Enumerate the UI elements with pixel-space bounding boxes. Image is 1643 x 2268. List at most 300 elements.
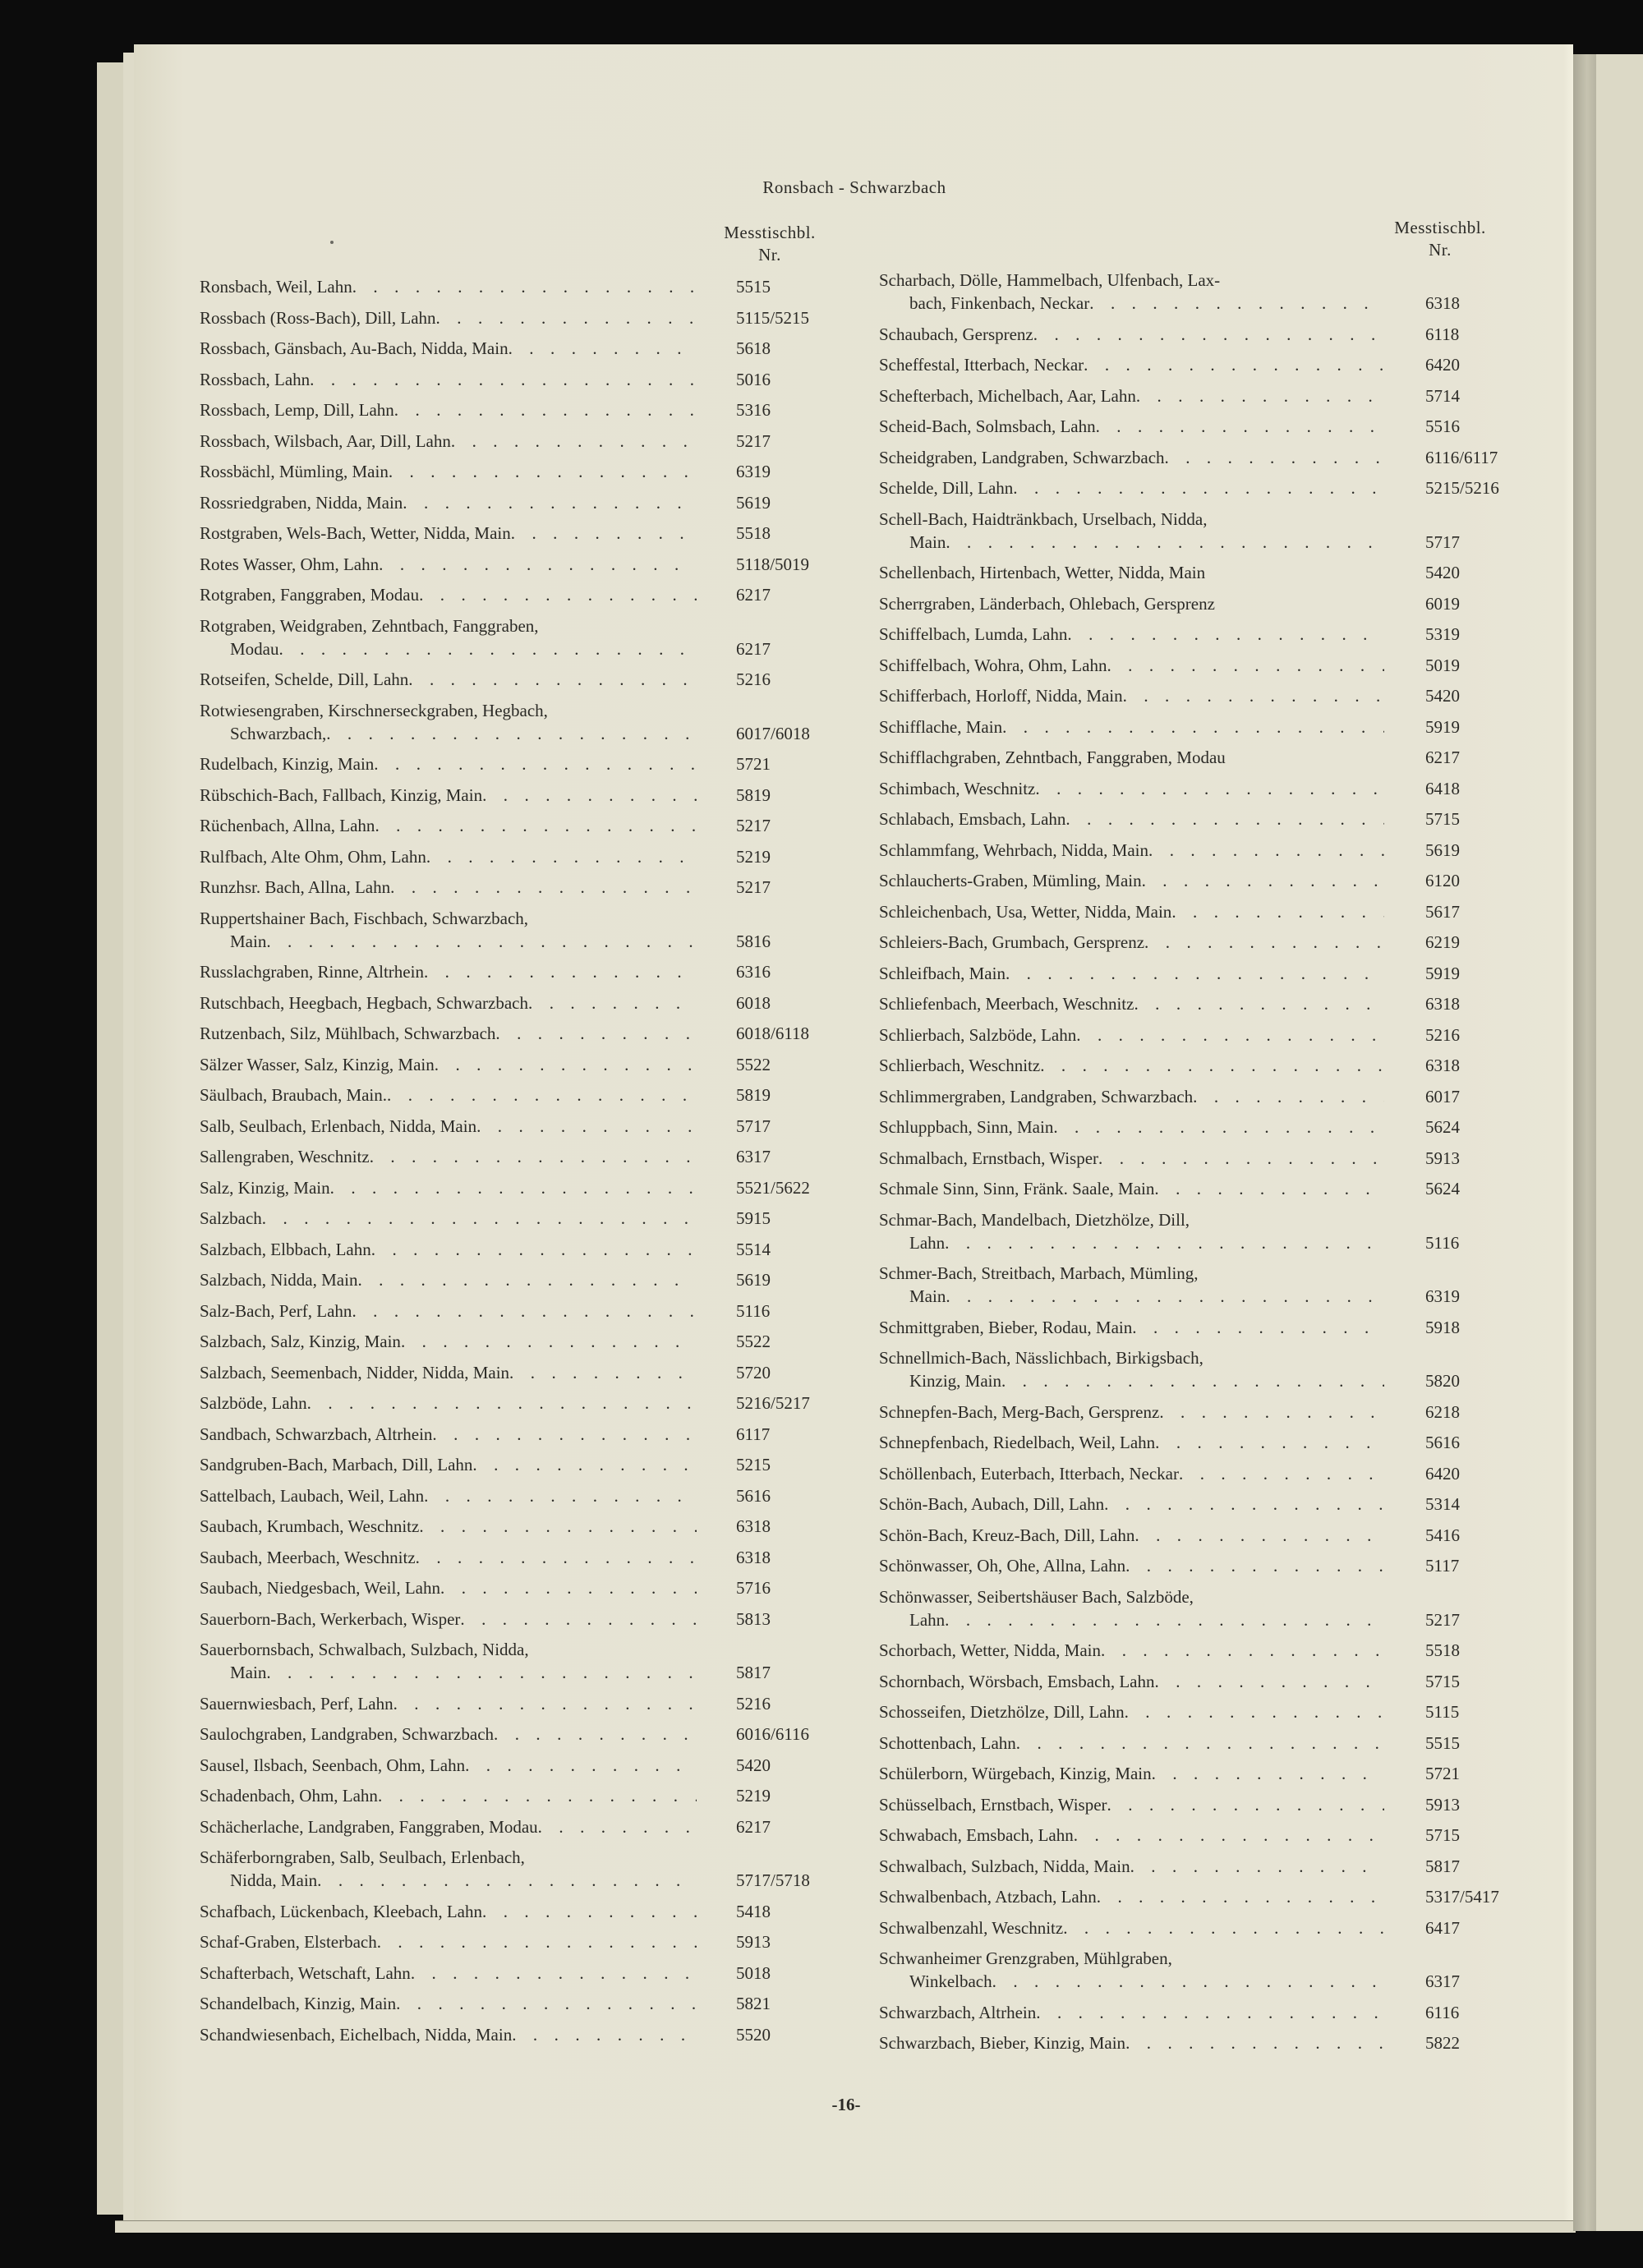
entry-name: Schülerborn, Würgebach, Kinzig, Main: [879, 1764, 1152, 1783]
index-column-right: [879, 269, 1512, 2063]
entry-line: [879, 1116, 1512, 1139]
index-entry: [879, 1762, 1512, 1785]
entry-name: Schadenbach, Ohm, Lahn: [200, 1786, 378, 1806]
dot-leader: [432, 1423, 697, 1446]
entry-name: Schottenbach, Lahn: [879, 1732, 1016, 1753]
index-entry: [200, 1115, 824, 1138]
entry-name: Schluppbach, Sinn, Main: [879, 1117, 1054, 1137]
dot-leader: [509, 337, 697, 360]
index-entry: [879, 869, 1512, 892]
entry-line: [200, 1784, 824, 1807]
entry-line: [200, 668, 824, 691]
dot-leader: [1155, 1670, 1384, 1693]
entry-line: [879, 1085, 1512, 1108]
index-entry: [200, 1723, 824, 1746]
dot-leader: [424, 1484, 697, 1507]
entry-name: Schornbach, Wörsbach, Emsbach, Lahn: [879, 1671, 1155, 1691]
entry-line: [200, 398, 824, 421]
entry-line: [879, 1024, 1512, 1047]
entry-name: Scheid-Bach, Solmsbach, Lahn: [879, 416, 1096, 436]
index-entry: [200, 960, 824, 983]
entry-line: [200, 722, 824, 745]
index-entry: [879, 962, 1512, 985]
entry-name: Rüchenbach, Allna, Lahn: [200, 816, 375, 835]
index-entry: [200, 699, 824, 745]
dot-leader: [378, 1784, 697, 1807]
index-entry: [879, 746, 1512, 769]
map-sheet-number: 5514: [736, 1239, 771, 1259]
map-sheet-number: 5418: [736, 1901, 771, 1921]
print-speck: [330, 241, 334, 244]
dot-leader: [1002, 715, 1384, 738]
entry-line: [879, 1700, 1512, 1723]
entry-line: [200, 1484, 824, 1507]
entry-name: Saubach, Meerbach, Weschnitz: [200, 1547, 416, 1567]
entry-line: [200, 1083, 824, 1106]
index-entry: [879, 415, 1512, 438]
entry-line: [879, 592, 1512, 615]
index-entry: [879, 900, 1512, 923]
entry-name: Kinzig, Main: [909, 1371, 1001, 1391]
entry-line: [879, 992, 1512, 1015]
dot-leader: [1035, 777, 1384, 800]
entry-name: Rostgraben, Wels-Bach, Wetter, Nidda, Main: [200, 523, 511, 543]
dot-leader: [1152, 1762, 1384, 1785]
dot-leader: [1130, 1855, 1384, 1878]
index-entry: [879, 1947, 1512, 1993]
index-entry: [879, 1700, 1512, 1723]
dot-leader: [416, 1546, 697, 1569]
entry-line: [200, 1330, 824, 1353]
entry-name: Schefterbach, Michelbach, Aar, Lahn: [879, 385, 1136, 406]
dot-leader: [1053, 1116, 1384, 1139]
entry-line: [879, 446, 1512, 469]
dot-leader: [1107, 1793, 1384, 1816]
index-entry: [879, 1462, 1512, 1485]
index-entry: [879, 1585, 1512, 1631]
map-sheet-number: 5016: [736, 369, 771, 389]
entry-name-line: Schäferborngraben, Salb, Seulbach, Erlenbach,: [200, 1847, 525, 1867]
index-entry: [200, 784, 824, 807]
column-header-line1: Messtischbl.: [1394, 218, 1486, 237]
column-header-line1: Messtischbl.: [724, 223, 816, 242]
entry-name-line: Schmer-Bach, Streitbach, Marbach, Mümling,: [879, 1263, 1199, 1283]
index-entry: [879, 561, 1512, 584]
map-sheet-number: 5717/5718: [736, 1870, 810, 1890]
index-entry: [200, 876, 824, 899]
entry-name-line: Rotgraben, Weidgraben, Zehntbach, Fanggraben,: [200, 615, 539, 636]
index-entry: [879, 1316, 1512, 1339]
entry-line: [200, 1608, 824, 1631]
entry-line: [879, 384, 1512, 407]
index-entry: [200, 1423, 824, 1446]
index-entry: [200, 1361, 824, 1384]
map-sheet-number: 5216: [1425, 1024, 1460, 1045]
entry-line: [879, 1369, 1512, 1392]
dot-leader: [1098, 1147, 1384, 1170]
map-sheet-number: 5314: [1425, 1494, 1460, 1514]
entry-name: Rutschbach, Heegbach, Hegbach, Schwarzbach: [200, 992, 528, 1013]
entry-name: Saulochgraben, Landgraben, Schwarzbach: [200, 1724, 495, 1744]
entry-name: Rossbach, Wilsbach, Aar, Dill, Lahn: [200, 430, 451, 451]
map-sheet-number: 6018: [736, 992, 771, 1013]
index-entry: [200, 1484, 824, 1507]
map-sheet-number: 5617: [1425, 901, 1460, 922]
entry-line: [879, 1316, 1512, 1339]
index-entry: [200, 1053, 824, 1076]
map-sheet-number: 6217: [1425, 748, 1460, 767]
entry-line: [200, 752, 824, 775]
dot-leader: [1125, 1554, 1384, 1577]
map-sheet-number: 6420: [1425, 1463, 1460, 1484]
entry-name: Saubach, Niedgesbach, Weil, Lahn: [200, 1578, 440, 1598]
entry-name: Saubach, Krumbach, Weschnitz: [200, 1516, 420, 1536]
entry-line: [879, 353, 1512, 376]
dot-leader: [403, 491, 697, 514]
index-entry: [879, 1147, 1512, 1170]
entry-name: Schmittgraben, Bieber, Rodau, Main: [879, 1317, 1133, 1337]
dot-leader: [393, 1692, 697, 1715]
map-sheet-number: 5520: [736, 2024, 771, 2045]
dot-leader: [307, 1392, 697, 1415]
entry-line: [879, 1970, 1512, 1993]
entry-name: Schlammfang, Wehrbach, Nidda, Main: [879, 840, 1149, 860]
map-sheet-number: 6219: [1425, 932, 1460, 952]
index-entry: [879, 654, 1512, 677]
entry-line: [200, 1300, 824, 1323]
dot-leader: [1065, 807, 1384, 830]
entry-line: [200, 430, 824, 453]
entry-line: [879, 777, 1512, 800]
entry-line: [879, 1431, 1512, 1454]
index-column-left: [200, 275, 824, 2054]
entry-name: Schön-Bach, Aubach, Dill, Lahn: [879, 1494, 1105, 1514]
map-sheet-number: 5420: [1425, 563, 1460, 582]
entry-line: [200, 960, 824, 983]
map-sheet-number: 5714: [1425, 385, 1460, 406]
entry-name: Schön-Bach, Kreuz-Bach, Dill, Lahn: [879, 1525, 1135, 1545]
entry-name: Schandwiesenbach, Eichelbach, Nidda, Main: [200, 2024, 513, 2045]
map-sheet-number: 5619: [736, 492, 771, 513]
dot-leader: [1154, 1177, 1384, 1200]
dot-leader: [538, 1815, 697, 1838]
entry-line: [200, 1022, 824, 1045]
entry-name: Sauernwiesbach, Perf, Lahn: [200, 1693, 393, 1714]
entry-line: [200, 637, 824, 660]
entry-line: [879, 476, 1512, 499]
dot-leader: [946, 1285, 1384, 1308]
map-sheet-number: 6418: [1425, 778, 1460, 798]
index-entry: [879, 1346, 1512, 1392]
entry-line: [200, 845, 824, 868]
entry-name: Schwabach, Emsbach, Lahn: [879, 1825, 1074, 1845]
map-sheet-number: 5618: [736, 338, 771, 358]
index-entry: [200, 1815, 824, 1838]
index-entry: [879, 446, 1512, 469]
dot-leader: [1067, 623, 1384, 646]
map-sheet-number: 5219: [736, 846, 771, 867]
entry-line: [879, 1885, 1512, 1908]
entry-line: [879, 1401, 1512, 1424]
map-sheet-number: 5217: [736, 877, 771, 897]
map-sheet-number: 5118/5019: [736, 554, 810, 574]
entry-name: Schimbach, Weschnitz: [879, 778, 1036, 798]
entry-line: [879, 1732, 1512, 1755]
map-sheet-number: 5822: [1425, 2033, 1460, 2053]
map-sheet-number: 5619: [1425, 840, 1460, 860]
dot-leader: [1006, 962, 1384, 985]
entry-line: [879, 1639, 1512, 1662]
entry-name: Rulfbach, Alte Ohm, Ohm, Lahn: [200, 846, 426, 867]
dot-leader: [946, 531, 1384, 554]
map-sheet-number: 6319: [1425, 1286, 1460, 1306]
index-entry: [200, 1992, 824, 2015]
entry-name: Schorbach, Wetter, Nidda, Main: [879, 1640, 1102, 1660]
dot-leader: [374, 752, 697, 775]
map-sheet-number: 6118: [1425, 324, 1460, 344]
dot-leader: [992, 1970, 1384, 1993]
index-entry: [200, 1083, 824, 1106]
map-sheet-number: 5819: [736, 1085, 771, 1105]
dot-leader: [465, 1754, 697, 1777]
entry-line: [879, 715, 1512, 738]
index-entry: [879, 1262, 1512, 1308]
map-sheet-number: 5518: [736, 523, 771, 543]
entry-name: Rossbach, Lahn: [200, 369, 311, 389]
dot-leader: [1036, 2001, 1384, 2024]
map-sheet-number: 6316: [736, 962, 771, 982]
dot-leader: [512, 2023, 697, 2046]
index-entry: [879, 1177, 1512, 1200]
index-entry: [200, 306, 824, 329]
dot-leader: [317, 1869, 697, 1892]
dot-leader: [1096, 415, 1384, 438]
entry-name: Schwarzbach,: [230, 723, 327, 743]
dot-leader: [494, 1723, 697, 1746]
entry-name: Rübschich-Bach, Fallbach, Kinzig, Main: [200, 784, 483, 805]
map-sheet-number: 5820: [1425, 1371, 1460, 1391]
dot-leader: [419, 1515, 697, 1538]
map-sheet-number: 5316: [736, 400, 771, 420]
entry-name: Salz-Bach, Perf, Lahn: [200, 1300, 352, 1321]
dot-leader: [1142, 869, 1384, 892]
entry-line: [879, 839, 1512, 862]
map-sheet-number: 5717: [1425, 531, 1460, 552]
entry-line: [200, 1900, 824, 1923]
dot-leader: [357, 1268, 697, 1291]
entry-line: [200, 930, 824, 953]
entry-name: Schaf-Graben, Elsterbach: [200, 1932, 377, 1952]
entry-name: Main: [909, 1286, 946, 1306]
index-entry: [879, 2001, 1512, 2024]
dot-leader: [326, 722, 697, 745]
map-sheet-number: 5816: [736, 931, 771, 951]
entry-name: Schlabach, Emsbach, Lahn: [879, 809, 1066, 829]
entry-line: [879, 1177, 1512, 1200]
entry-name: Sausel, Ilsbach, Seenbach, Ohm, Lahn: [200, 1755, 466, 1775]
entry-line: [879, 1285, 1512, 1308]
page-number: -16-: [831, 2095, 861, 2114]
map-sheet-number: 5721: [1425, 1764, 1460, 1783]
index-entry: [879, 807, 1512, 830]
entry-name: Schönwasser, Oh, Ohe, Allna, Lahn: [879, 1556, 1126, 1576]
entry-name: Schafterbach, Wetschaft, Lahn: [200, 1962, 411, 1983]
map-sheet-number: 5716: [736, 1578, 771, 1598]
map-sheet-number: 5915: [736, 1208, 771, 1228]
map-sheet-number: 5416: [1425, 1525, 1460, 1545]
index-entry: [879, 1401, 1512, 1424]
index-entry: [879, 323, 1512, 346]
index-entry: [200, 1207, 824, 1230]
dot-leader: [1084, 353, 1384, 376]
map-sheet-number: 5216: [736, 669, 771, 689]
entry-line: [200, 1992, 824, 2015]
entry-line: [879, 1916, 1512, 1939]
entry-name: Schwalbenbach, Atzbach, Lahn: [879, 1887, 1097, 1907]
entry-name: Schellenbach, Hirtenbach, Wetter, Nidda, Main: [879, 563, 1206, 582]
entry-name: Schiffelbach, Lumda, Lahn: [879, 624, 1068, 644]
entry-name: bach, Finkenbach, Neckar: [909, 293, 1090, 313]
map-sheet-number: 5717: [736, 1116, 771, 1136]
dot-leader: [1033, 323, 1384, 346]
entry-name: Schifflache, Main: [879, 716, 1003, 737]
entry-line: [879, 531, 1512, 554]
map-sheet-number: 5616: [1425, 1433, 1460, 1452]
index-entry: [200, 398, 824, 421]
entry-name: Scheffestal, Itterbach, Neckar: [879, 355, 1084, 375]
map-sheet-number: 5522: [736, 1054, 771, 1074]
entry-name: Schnepfenbach, Riedelbach, Weil, Lahn: [879, 1433, 1156, 1452]
index-entry: [879, 1639, 1512, 1662]
entry-line: [200, 1546, 824, 1569]
dot-leader: [1125, 1700, 1384, 1723]
dot-leader: [1016, 1732, 1384, 1755]
map-sheet-number: 5913: [1425, 1794, 1460, 1815]
entry-name: Schächerlache, Landgraben, Fanggraben, Modau: [200, 1816, 538, 1837]
entry-line: [200, 814, 824, 837]
dot-leader: [1074, 1824, 1384, 1847]
index-entry: [200, 907, 824, 953]
map-sheet-number: 5813: [736, 1608, 771, 1629]
dot-leader: [1136, 384, 1384, 407]
dot-leader: [266, 930, 697, 953]
entry-name-line: Schmar-Bach, Mandelbach, Dietzhölze, Dill,: [879, 1209, 1190, 1230]
entry-name: Scherrgraben, Länderbach, Ohlebach, Gersprenz: [879, 593, 1215, 614]
map-sheet-number: 5219: [736, 1786, 771, 1806]
index-entry: [879, 1493, 1512, 1516]
dot-leader: [482, 1900, 697, 1923]
entry-line: [200, 1930, 824, 1953]
entry-name: Salzbach, Seemenbach, Nidder, Nidda, Main: [200, 1362, 510, 1382]
index-entry: [200, 1930, 824, 1953]
entry-line: [879, 2001, 1512, 2024]
entry-line: [200, 1754, 824, 1777]
entry-name: Schosseifen, Dietzhölze, Dill, Lahn: [879, 1702, 1125, 1722]
map-sheet-number: 5515: [736, 277, 771, 297]
index-entry: [200, 460, 824, 483]
index-entry: [200, 1546, 824, 1569]
dot-leader: [377, 1930, 697, 1953]
entry-name: Rossbach, Lemp, Dill, Lahn: [200, 400, 394, 420]
dot-leader: [266, 1661, 697, 1684]
entry-name: Winkelbach: [909, 1971, 992, 1991]
entry-line: [879, 415, 1512, 438]
entry-name: Schwalbach, Sulzbach, Nidda, Main: [879, 1856, 1130, 1876]
index-entry: [200, 1608, 824, 1631]
entry-name: Russlachgraben, Rinne, Altrhein: [200, 962, 424, 982]
dot-leader: [945, 1231, 1384, 1254]
entry-line: [879, 654, 1512, 677]
dot-leader: [426, 845, 697, 868]
index-entry: [200, 1846, 824, 1892]
map-sheet-number: 5217: [736, 816, 771, 835]
index-entry: [879, 384, 1512, 407]
entry-line: [200, 1692, 824, 1715]
dot-leader: [1179, 1462, 1384, 1485]
map-sheet-number: 5215/5216: [1425, 478, 1499, 498]
entry-name: Sandbach, Schwarzbach, Altrhein: [200, 1424, 433, 1444]
index-entry: [200, 1754, 824, 1777]
map-sheet-number: 6218: [1425, 1401, 1460, 1422]
book-gutter: [1573, 54, 1596, 2231]
index-entry: [200, 1692, 824, 1715]
dot-leader: [1063, 1916, 1384, 1939]
dot-leader: [436, 306, 697, 329]
entry-line: [879, 962, 1512, 985]
index-entry: [879, 839, 1512, 862]
entry-line: [879, 1462, 1512, 1485]
entry-line: [200, 1423, 824, 1446]
index-entry: [200, 1268, 824, 1291]
index-entry: [879, 1824, 1512, 1847]
entry-line: [879, 1670, 1512, 1693]
dot-leader: [1132, 1316, 1384, 1339]
dot-leader: [476, 1115, 697, 1138]
index-entry: [200, 814, 824, 837]
index-entry: [200, 752, 824, 775]
index-entry: [200, 337, 824, 360]
map-sheet-number: 5919: [1425, 963, 1460, 983]
entry-name: Schiffelbach, Wohra, Ohm, Lahn: [879, 655, 1107, 675]
index-entry: [200, 275, 824, 298]
entry-name: Lahn: [909, 1609, 946, 1630]
entry-name: Sattelbach, Laubach, Weil, Lahn: [200, 1485, 425, 1506]
entry-line: [200, 1453, 824, 1476]
map-sheet-number: 6317: [1425, 1971, 1460, 1991]
map-sheet-number: 5216/5217: [736, 1393, 810, 1413]
entry-line: [879, 1793, 1512, 1816]
map-sheet-number: 6319: [736, 462, 771, 481]
map-sheet-number: 6318: [736, 1516, 771, 1536]
index-entry: [200, 845, 824, 868]
index-entry: [879, 2031, 1512, 2054]
entry-line: [200, 1392, 824, 1415]
entry-line: [879, 1524, 1512, 1547]
entry-line: [879, 1824, 1512, 1847]
index-entry: [879, 1116, 1512, 1139]
dot-leader: [1125, 2031, 1384, 2054]
dot-leader: [1089, 292, 1384, 315]
map-sheet-number: 6318: [1425, 994, 1460, 1014]
entry-name: Modau: [230, 638, 279, 659]
index-entry: [200, 1145, 824, 1168]
dot-leader: [1013, 476, 1384, 499]
map-sheet-number: 6019: [1425, 593, 1460, 614]
dot-leader: [390, 876, 697, 899]
entry-name: Schnepfen-Bach, Merg-Bach, Gersprenz: [879, 1401, 1160, 1422]
index-entry: [200, 1962, 824, 1985]
column-header-right: [1378, 217, 1502, 261]
